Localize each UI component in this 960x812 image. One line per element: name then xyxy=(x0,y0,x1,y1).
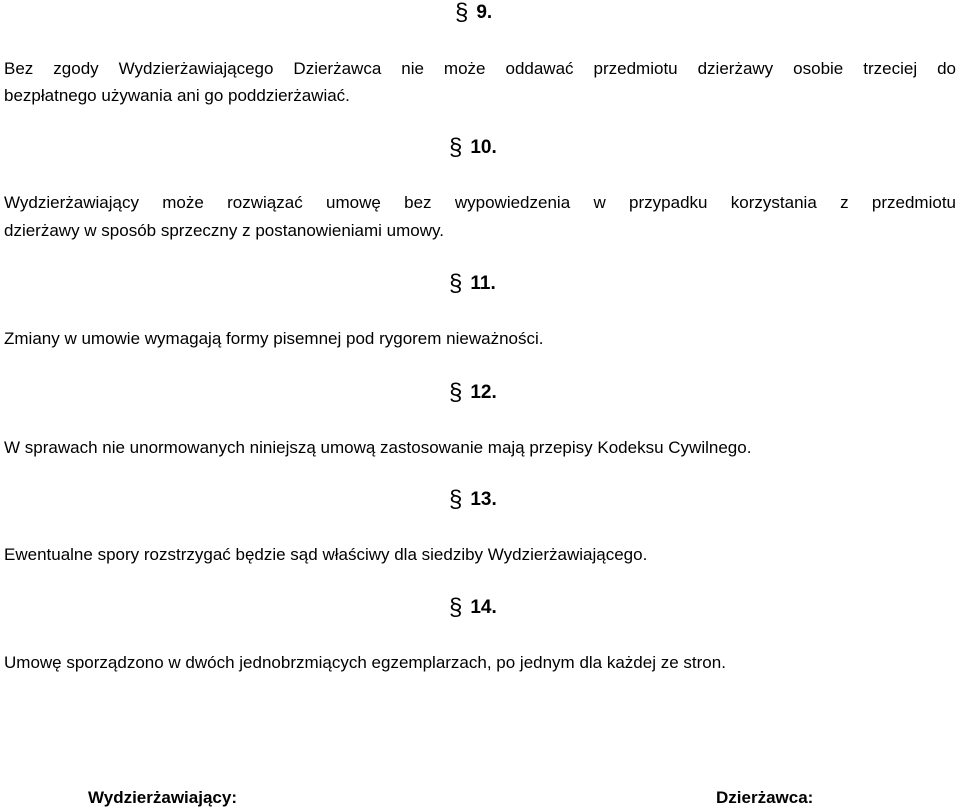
section-14-heading xyxy=(449,594,497,621)
section-number: 14. xyxy=(470,597,497,618)
section-number: 10. xyxy=(470,137,497,158)
section-11-heading xyxy=(449,270,496,297)
section-10-line-1: Wydzierżawiający może rozwiązać umowę bez wypowiedzenia w przypadku korzystania z przedmiotu xyxy=(4,193,956,212)
section-sign-icon: § xyxy=(449,270,463,297)
section-12-heading xyxy=(449,379,497,406)
section-10-heading xyxy=(449,134,497,161)
section-13-heading xyxy=(449,486,497,513)
signature-label-lessor: Wydzierżawiający: xyxy=(88,788,237,807)
section-9-heading xyxy=(455,2,492,24)
section-sign-icon: § xyxy=(449,594,463,621)
section-sign-icon: § xyxy=(449,134,463,161)
section-11-line-1: Zmiany w umowie wymagają formy pisemnej pod rygorem nieważności. xyxy=(4,329,544,348)
section-9-line-1: Bez zgody Wydzierżawiającego Dzierżawca nie może oddawać przedmiotu dzierżawy osobie trzeciej do xyxy=(4,59,956,78)
section-sign-icon: § xyxy=(449,379,463,406)
section-12-line-1: W sprawach nie unormowanych niniejszą umową zastosowanie mają przepisy Kodeksu Cywilnego. xyxy=(4,438,752,457)
signature-label-lessee: Dzierżawca: xyxy=(716,788,814,807)
section-9-line-2: bezpłatnego używania ani go poddzierżawiać. xyxy=(4,86,350,105)
section-number: 12. xyxy=(470,382,497,403)
section-sign-icon: § xyxy=(455,0,469,26)
section-10-line-2: dzierżawy w sposób sprzeczny z postanowieniami umowy. xyxy=(4,221,444,240)
section-number: 13. xyxy=(470,489,497,510)
section-14-line-1: Umowę sporządzono w dwóch jednobrzmiących egzemplarzach, po jednym dla każdej ze stron. xyxy=(4,653,726,672)
section-sign-icon: § xyxy=(449,486,463,513)
section-13-line-1: Ewentualne spory rozstrzygać będzie sąd właściwy dla siedziby Wydzierżawiającego. xyxy=(4,545,648,564)
section-number: 11. xyxy=(470,273,496,294)
section-number: 9. xyxy=(476,2,493,23)
